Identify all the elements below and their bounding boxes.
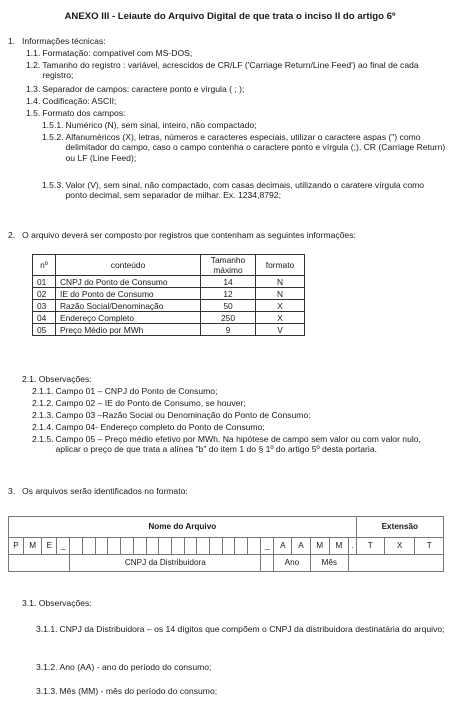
filename-char (121, 538, 134, 555)
filename-char: M (24, 538, 42, 555)
filename-char: A (274, 538, 292, 555)
list-subitem: 1.5.2. Alfanuméricos (X), letras, números e caracteres especiais, utilizar o caractere aspas (") como delimitador do campo, caso o campo contenha o caractere ponto e vírgula (;), CR (Carriage Return) ou LF (Line Feed); (42, 132, 446, 163)
list-subitem: 3.1.1. CNPJ da Distribuidora – os 14 dígitos que compõem o CNPJ da distribuidora destinatária do arquivo; (36, 624, 445, 634)
section-number: 1. (8, 36, 16, 46)
list-subitem: 2.1.1. Campo 01 – CNPJ do Ponto de Consumo; (32, 386, 218, 396)
filename-char (108, 538, 121, 555)
table-header: nº (33, 255, 56, 276)
filename-header-row (9, 517, 444, 538)
filename-char (222, 538, 235, 555)
filename-char (235, 538, 248, 555)
filename-char (95, 538, 108, 555)
filename-labels-row (9, 555, 444, 572)
filename-char: . (348, 538, 356, 555)
filename-char (248, 538, 261, 555)
filename-char: T (356, 538, 384, 555)
filename-char (197, 538, 210, 555)
list-subitem: 2.1.3. Campo 03 –Razão Social ou Denominação do Ponto de Consumo: (32, 410, 311, 420)
filename-header: Nome do Arquivo (9, 517, 357, 538)
filename-char: E (42, 538, 57, 555)
section-3-heading (8, 486, 188, 496)
table-header-row (33, 255, 305, 276)
table-header: formato (256, 255, 305, 276)
filename-char (70, 538, 83, 555)
section-heading-text: O arquivo deverá ser composto por registros que contenham as seguintes informações: (22, 230, 356, 240)
filename-char (184, 538, 197, 555)
filename-char: M (310, 538, 329, 555)
list-item: 1.4. Codificação: ASCII; (26, 96, 117, 106)
filename-char (210, 538, 223, 555)
section-1-heading (8, 36, 106, 46)
table-header: conteúdo (56, 255, 201, 276)
table-row: 02 IE do Ponto de Consumo 12 N (33, 288, 305, 300)
list-item: 1.5. Formato dos campos: (26, 108, 126, 118)
observations-heading: 3.1. Observações: (22, 598, 92, 608)
section-number: 2. (8, 230, 16, 240)
ano-label: Ano (274, 555, 310, 572)
filename-char: P (9, 538, 24, 555)
filename-char: X (384, 538, 414, 555)
filename-char: T (415, 538, 444, 555)
filename-char (133, 538, 146, 555)
list-item: 1.2. Tamanho do registro : variável, acrescidos de CR/LF ('Carriage Return/Line Feed') ao final de cada registro; (26, 60, 419, 81)
filename-char: _ (261, 538, 274, 555)
section-heading-text: Informações técnicas: (22, 36, 106, 46)
list-item: 1.3. Separador de campos: caractere ponto e vírgula ( ; ); (26, 84, 245, 94)
table-row: 04 Endereço Completo 250 X (33, 312, 305, 324)
table-row: 03 Razão Social/Denominação 50 X (33, 300, 305, 312)
section-heading-text: Os arquivos serão identificados no formato: (22, 486, 188, 496)
section-2-heading (8, 230, 356, 240)
table-header: Tamanho máximo (201, 255, 256, 276)
list-subitem: 2.1.5. Campo 05 – Preço médio efetivo por MWh. Na hipótese de campo sem valor ou com valor nulo, aplicar o preço de que trata a alínea "b" do item 1 do § 1º do artigo 5º desta portaria. (32, 434, 421, 455)
cnpj-label: CNPJ da Distribuidora (70, 555, 261, 572)
mes-label: Mês (310, 555, 348, 572)
list-subitem: 3.1.3. Mês (MM) - mês do período do consumo; (36, 686, 218, 696)
list-subitem: 1.5.3. Valor (V), sem sinal, não compactado, com casas decimais, utilizando o caratere vírgula como ponto decimal, sem separador de milhar. Ex. 1234,8792; (42, 180, 425, 201)
list-subitem: 3.1.2. Ano (AA) - ano do período do consumo; (36, 662, 212, 672)
extension-header: Extensão (356, 517, 443, 538)
filename-char (171, 538, 184, 555)
list-subitem: 1.5.1. Numérico (N), sem sinal, inteiro, não compactado; (42, 120, 257, 130)
filename-table (8, 516, 444, 572)
filename-char (159, 538, 172, 555)
table-row: 05 Preço Médio por MWh 9 V (33, 324, 305, 336)
table-row: 01 CNPJ do Ponto de Consumo 14 N (33, 276, 305, 288)
observations-heading: 2.1. Observações: (22, 374, 92, 384)
filename-char: M (329, 538, 348, 555)
list-subitem: 2.1.2. Campo 02 – IE do Ponto de Consumo, se houver; (32, 398, 246, 408)
filename-char (83, 538, 96, 555)
document-title: ANEXO III - Leiaute do Arquivo Digital de que trata o inciso II do artigo 6º (64, 11, 396, 22)
list-subitem: 2.1.4. Campo 04- Endereço completo do Ponto de Consumo; (32, 422, 265, 432)
filename-char: _ (57, 538, 70, 555)
section-number: 3. (8, 486, 16, 496)
fields-table (32, 254, 305, 336)
list-item: 1.1. Formatação: compatível com MS-DOS; (26, 48, 193, 58)
filename-char: A (292, 538, 310, 555)
filename-chars-row (9, 538, 444, 555)
filename-char (146, 538, 159, 555)
